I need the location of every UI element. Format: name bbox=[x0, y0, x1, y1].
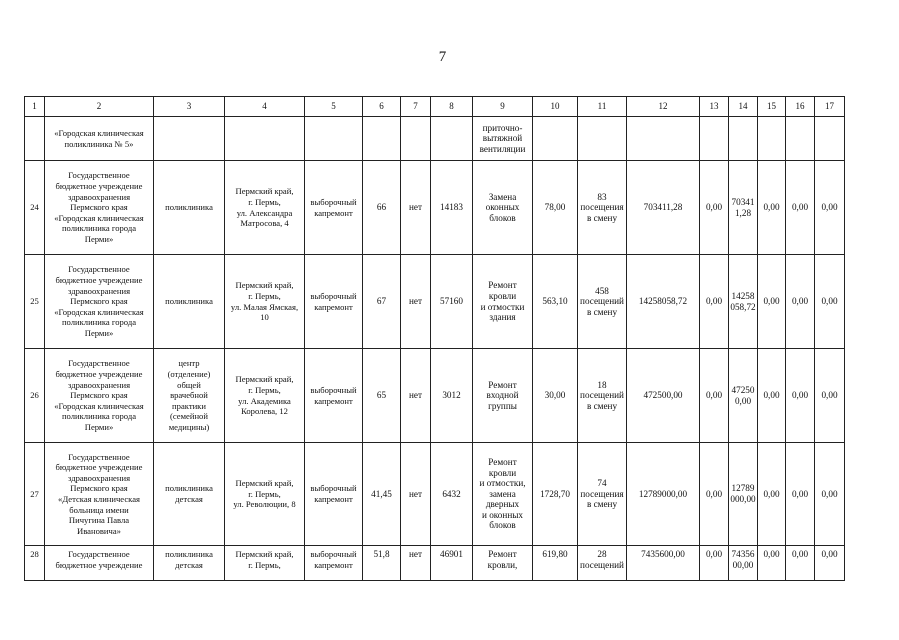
table-cell: 0,00 bbox=[815, 443, 845, 546]
table-cell bbox=[729, 117, 758, 161]
table-cell: Пермский край, г. Пермь, bbox=[225, 546, 305, 581]
table-cell: 472500,00 bbox=[627, 349, 700, 443]
table-cell: поликлиника детская bbox=[154, 546, 225, 581]
table-cell bbox=[363, 117, 401, 161]
table-cell: 0,00 bbox=[786, 349, 815, 443]
table-cell: 12789 000,00 bbox=[729, 443, 758, 546]
column-number-cell: 13 bbox=[700, 97, 729, 117]
table-cell bbox=[305, 117, 363, 161]
table-cell: выборочный капремонт bbox=[305, 255, 363, 349]
page-cut-off bbox=[0, 588, 899, 640]
table-cell: Пермский край, г. Пермь, ул. Александра Матросова, 4 bbox=[225, 161, 305, 255]
table-cell: 0,00 bbox=[758, 443, 786, 546]
table-cell: 66 bbox=[363, 161, 401, 255]
table-cell bbox=[225, 117, 305, 161]
table-cell bbox=[401, 117, 431, 161]
table-cell bbox=[815, 117, 845, 161]
column-number-cell: 3 bbox=[154, 97, 225, 117]
table-cell: Государственное бюджетное учреждение здравоохранения Пермского края «Городская клиническая поликлиника города Перми» bbox=[45, 255, 154, 349]
table-cell: Ремонт кровли и отмостки, замена дверных и оконных блоков bbox=[473, 443, 533, 546]
table-cell: 0,00 bbox=[758, 255, 786, 349]
column-number-cell: 5 bbox=[305, 97, 363, 117]
column-number-cell: 16 bbox=[786, 97, 815, 117]
table-row bbox=[25, 443, 845, 546]
table-cell: 458 посещений в смену bbox=[578, 255, 627, 349]
column-number-cell: 17 bbox=[815, 97, 845, 117]
table-cell: 27 bbox=[25, 443, 45, 546]
table-row bbox=[25, 349, 845, 443]
column-number-cell: 11 bbox=[578, 97, 627, 117]
table-cell: центр (отделение) общей врачебной практики (семейной медицины) bbox=[154, 349, 225, 443]
table-cell bbox=[578, 117, 627, 161]
table-cell: Пермский край, г. Пермь, ул. Академика Королева, 12 bbox=[225, 349, 305, 443]
table-cell: 6432 bbox=[431, 443, 473, 546]
column-number-cell: 9 bbox=[473, 97, 533, 117]
table-cell: нет bbox=[401, 546, 431, 581]
column-number-cell: 7 bbox=[401, 97, 431, 117]
capital-repair-table bbox=[24, 96, 845, 581]
table-cell: Ремонт кровли и отмостки здания bbox=[473, 255, 533, 349]
table-row bbox=[25, 117, 845, 161]
table-cell: 0,00 bbox=[786, 161, 815, 255]
table-cell: 0,00 bbox=[815, 255, 845, 349]
table-cell: 1728,70 bbox=[533, 443, 578, 546]
table-cell: Государственное бюджетное учреждение здравоохранения Пермского края «Городская клиническая поликлиника города Перми» bbox=[45, 161, 154, 255]
column-number-cell: 12 bbox=[627, 97, 700, 117]
table-cell: 26 bbox=[25, 349, 45, 443]
table-cell: 0,00 bbox=[758, 546, 786, 581]
table-cell: 57160 bbox=[431, 255, 473, 349]
table-cell: нет bbox=[401, 161, 431, 255]
column-number-cell: 15 bbox=[758, 97, 786, 117]
table-cell: 0,00 bbox=[758, 349, 786, 443]
table-cell: Государственное бюджетное учреждение bbox=[45, 546, 154, 581]
table-cell: 7435600,00 bbox=[627, 546, 700, 581]
table-cell: 65 bbox=[363, 349, 401, 443]
table-cell: 74 посещения в смену bbox=[578, 443, 627, 546]
table-cell: 12789000,00 bbox=[627, 443, 700, 546]
table-cell: 0,00 bbox=[786, 546, 815, 581]
table-cell: 0,00 bbox=[700, 161, 729, 255]
page-number: 7 bbox=[438, 49, 447, 65]
table-cell: 0,00 bbox=[700, 443, 729, 546]
table-cell: Государственное бюджетное учреждение здравоохранения Пермского края «Городская клиническая поликлиника города Перми» bbox=[45, 349, 154, 443]
table-cell: 28 bbox=[25, 546, 45, 581]
table-cell: 67 bbox=[363, 255, 401, 349]
table-cell: 0,00 bbox=[786, 255, 815, 349]
table-row bbox=[25, 546, 845, 581]
table-cell bbox=[154, 117, 225, 161]
column-number-cell: 10 bbox=[533, 97, 578, 117]
table-cell: 14258 058,72 bbox=[729, 255, 758, 349]
table-cell: нет bbox=[401, 443, 431, 546]
table-cell: 703411,28 bbox=[627, 161, 700, 255]
table-cell: 70341 1,28 bbox=[729, 161, 758, 255]
table-row bbox=[25, 255, 845, 349]
column-number-cell: 8 bbox=[431, 97, 473, 117]
table-cell: 0,00 bbox=[815, 161, 845, 255]
table-cell: 28 посещений bbox=[578, 546, 627, 581]
table-row bbox=[25, 161, 845, 255]
column-number-cell: 1 bbox=[25, 97, 45, 117]
table-cell: 563,10 bbox=[533, 255, 578, 349]
table-cell: выборочный капремонт bbox=[305, 349, 363, 443]
table-cell: 0,00 bbox=[700, 255, 729, 349]
table-cell: «Городская клиническая поликлиника № 5» bbox=[45, 117, 154, 161]
table-cell: Пермский край, г. Пермь, ул. Малая Ямская, 10 bbox=[225, 255, 305, 349]
table-cell: 0,00 bbox=[815, 546, 845, 581]
table-cell: Ремонт кровли, bbox=[473, 546, 533, 581]
table-cell: 25 bbox=[25, 255, 45, 349]
table-cell: выборочный капремонт bbox=[305, 443, 363, 546]
table-cell: 78,00 bbox=[533, 161, 578, 255]
table-cell: Пермский край, г. Пермь, ул. Революции, 8 bbox=[225, 443, 305, 546]
table-cell: 0,00 bbox=[815, 349, 845, 443]
table-cell: поликлиника bbox=[154, 161, 225, 255]
table-cell: 46901 bbox=[431, 546, 473, 581]
table-header-row bbox=[25, 97, 845, 117]
column-number-cell: 6 bbox=[363, 97, 401, 117]
table-cell: выборочный капремонт bbox=[305, 161, 363, 255]
table-cell: поликлиника bbox=[154, 255, 225, 349]
table-cell bbox=[786, 117, 815, 161]
table-cell: 41,45 bbox=[363, 443, 401, 546]
table-cell: 18 посещений в смену bbox=[578, 349, 627, 443]
table-cell: Ремонт входной группы bbox=[473, 349, 533, 443]
table-cell bbox=[25, 117, 45, 161]
table-cell bbox=[627, 117, 700, 161]
table-cell: 0,00 bbox=[786, 443, 815, 546]
table-cell: 30,00 bbox=[533, 349, 578, 443]
table-cell: приточно- вытяжной вентиляции bbox=[473, 117, 533, 161]
table-cell: 14258058,72 bbox=[627, 255, 700, 349]
table-cell: 3012 bbox=[431, 349, 473, 443]
table-cell: 619,80 bbox=[533, 546, 578, 581]
column-number-cell: 14 bbox=[729, 97, 758, 117]
table-cell bbox=[700, 117, 729, 161]
table-cell: 14183 bbox=[431, 161, 473, 255]
table-cell: Государственное бюджетное учреждение здравоохранения Пермского края «Детская клиническая больница имени Пичугина Павла Ивановича» bbox=[45, 443, 154, 546]
column-number-cell: 2 bbox=[45, 97, 154, 117]
table-cell: 0,00 bbox=[700, 349, 729, 443]
column-number-cell: 4 bbox=[225, 97, 305, 117]
table-cell: 83 посещения в смену bbox=[578, 161, 627, 255]
table-cell: 47250 0,00 bbox=[729, 349, 758, 443]
table-cell bbox=[758, 117, 786, 161]
table-cell: 0,00 bbox=[700, 546, 729, 581]
table-cell bbox=[431, 117, 473, 161]
table-cell bbox=[533, 117, 578, 161]
table-cell: 24 bbox=[25, 161, 45, 255]
table-cell: Замена оконных блоков bbox=[473, 161, 533, 255]
table-cell: поликлиника детская bbox=[154, 443, 225, 546]
table-cell: нет bbox=[401, 349, 431, 443]
table-cell: выборочный капремонт bbox=[305, 546, 363, 581]
table-cell: 0,00 bbox=[758, 161, 786, 255]
table-cell: нет bbox=[401, 255, 431, 349]
table-cell: 74356 00,00 bbox=[729, 546, 758, 581]
table-cell: 51,8 bbox=[363, 546, 401, 581]
